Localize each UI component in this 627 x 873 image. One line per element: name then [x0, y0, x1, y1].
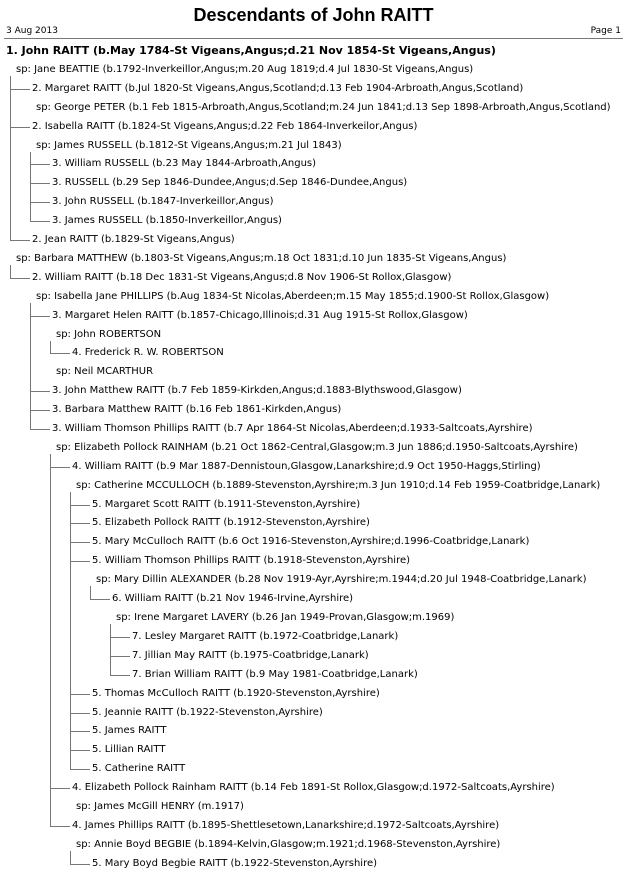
descendant-entry: 4. Elizabeth Pollock Rainham RAITT (b.14 Feb 1891-St Rollox,Glasgow;d.1972-Saltcoats,Ayrshire) [72, 782, 555, 793]
descendant-entry: 3. James RUSSELL (b.1850-Inverkeillor,Angus) [52, 215, 282, 226]
tree-connector [30, 164, 50, 165]
spouse-entry: sp: Neil MCARTHUR [56, 366, 154, 377]
tree-connector [110, 656, 130, 657]
tree-connector [90, 599, 110, 600]
descendant-entry: 7. Lesley Margaret RAITT (b.1972-Coatbridge,Lanark) [132, 631, 399, 642]
descendant-entry: 4. Frederick R. W. ROBERTSON [72, 347, 224, 358]
descendant-entry: 6. William RAITT (b.21 Nov 1946-Irvine,Ayrshire) [112, 593, 354, 604]
tree-connector [50, 467, 70, 468]
descendant-entry: 2. Margaret RAITT (b.Jul 1820-St Vigeans,Angus,Scotland;d.13 Feb 1904-Arbroath,Angus,Scotland) [32, 83, 524, 94]
tree-connector [10, 89, 30, 90]
tree-connector [30, 429, 50, 430]
spouse-entry: sp: Catherine MCCULLOCH (b.1889-Stevenston,Ayrshire;m.3 Jun 1910;d.14 Feb 1959-Coatbridge,Lanark) [76, 480, 601, 491]
descendant-entry: 2. William RAITT (b.18 Dec 1831-St Vigeans,Angus;d.8 Nov 1906-St Rollox,Glasgow) [32, 272, 452, 283]
tree-connector [30, 152, 31, 221]
report-title: Descendants of John RAITT [193, 5, 434, 25]
descendant-entry: 7. Brian William RAITT (b.9 May 1981-Coatbridge,Lanark) [132, 669, 418, 680]
spouse-entry: sp: George PETER (b.1 Feb 1815-Arbroath,Angus,Scotland;m.24 Jun 1841;d.13 Sep 1898-Arbroath,Angus,Scotland) [36, 102, 611, 113]
spouse-entry: sp: Mary Dillin ALEXANDER (b.28 Nov 1919-Ayr,Ayrshire;m.1944;d.20 Jul 1948-Coatbridge,Lanark) [96, 574, 587, 585]
tree-connector [70, 523, 90, 524]
descendant-entry: 5. Jeannie RAITT (b.1922-Stevenston,Ayrshire) [92, 707, 323, 718]
tree-connector [50, 826, 70, 827]
spouse-entry: sp: Irene Margaret LAVERY (b.26 Jan 1949-Provan,Glasgow;m.1969) [116, 612, 455, 623]
tree-connector [30, 183, 50, 184]
tree-connector [90, 586, 91, 599]
tree-connector [10, 265, 11, 278]
spouse-entry: sp: Barbara MATTHEW (b.1803-St Vigeans,Angus;m.18 Oct 1831;d.10 Jun 1835-St Vigeans,Angus) [16, 253, 507, 264]
tree-connector [30, 202, 50, 203]
descendant-entry: 3. Margaret Helen RAITT (b.1857-Chicago,Illinois;d.31 Aug 1915-St Rollox,Glasgow) [52, 310, 468, 321]
descendant-entry: 5. Catherine RAITT [92, 763, 186, 774]
descendant-entry: 3. RUSSELL (b.29 Sep 1846-Dundee,Angus;d.Sep 1846-Dundee,Angus) [52, 177, 408, 188]
descendant-entry: 5. Elizabeth Pollock RAITT (b.1912-Stevenston,Ayrshire) [92, 517, 370, 528]
tree-connector [50, 788, 70, 789]
descendant-entry: 3. John RUSSELL (b.1847-Inverkeillor,Angus) [52, 196, 274, 207]
spouse-entry: sp: Jane BEATTIE (b.1792-Inverkeillor,Angus;m.20 Aug 1819;d.4 Jul 1830-St Vigeans,Angus) [16, 64, 474, 75]
tree-connector [70, 542, 90, 543]
descendant-entry: 1. John RAITT (b.May 1784-St Vigeans,Angus;d.21 Nov 1854-St Vigeans,Angus) [6, 44, 496, 57]
tree-connector [70, 769, 90, 770]
header-divider [4, 38, 623, 39]
tree-connector [30, 221, 50, 222]
descendant-entry: 3. William RUSSELL (b.23 May 1844-Arbroath,Angus) [52, 158, 317, 169]
descendant-entry: 5. Mary McCulloch RAITT (b.6 Oct 1916-Stevenston,Ayrshire;d.1996-Coatbridge,Lanark) [92, 536, 530, 547]
descendant-entry: 4. William RAITT (b.9 Mar 1887-Dennistoun,Glasgow,Lanarkshire;d.9 Oct 1950-Haggs,Stirling) [72, 461, 541, 472]
tree-connector [10, 76, 11, 240]
tree-connector [10, 127, 30, 128]
spouse-entry: sp: James RUSSELL (b.1812-St Vigeans,Angus;m.21 Jul 1843) [36, 140, 342, 151]
report-date: 3 Aug 2013 [6, 26, 58, 36]
descendant-entry: 4. James Phillips RAITT (b.1895-Shettlesetown,Lanarkshire;d.1972-Saltcoats,Ayrshire) [72, 820, 500, 831]
descendant-entry: 5. Margaret Scott RAITT (b.1911-Stevenston,Ayrshire) [92, 499, 361, 510]
tree-connector [70, 492, 71, 769]
tree-connector [110, 637, 130, 638]
tree-connector [30, 391, 50, 392]
spouse-entry: sp: James McGill HENRY (m.1917) [76, 801, 244, 812]
tree-connector [50, 341, 51, 353]
tree-connector [110, 624, 111, 675]
descendant-entry: 3. William Thomson Phillips RAITT (b.7 Apr 1864-St Nicolas,Aberdeen;d.1933-Saltcoats,Ayrshire) [52, 423, 533, 434]
descendant-entry: 3. John Matthew RAITT (b.7 Feb 1859-Kirkden,Angus;d.1883-Blythswood,Glasgow) [52, 385, 462, 396]
tree-connector [70, 864, 90, 865]
descendant-entry: 7. Jillian May RAITT (b.1975-Coatbridge,Lanark) [132, 650, 369, 661]
tree-connector [70, 505, 90, 506]
descendant-entry: 5. Mary Boyd Begbie RAITT (b.1922-Stevenston,Ayrshire) [92, 858, 378, 869]
tree-connector [70, 731, 90, 732]
tree-connector [50, 353, 70, 354]
tree-connector [30, 303, 31, 429]
descendant-entry: 5. William Thomson Phillips RAITT (b.1918-Stevenston,Ayrshire) [92, 555, 411, 566]
descendant-entry: 5. James RAITT [92, 725, 167, 736]
spouse-entry: sp: Annie Boyd BEGBIE (b.1894-Kelvin,Glasgow;m.1921;d.1968-Stevenston,Ayrshire) [76, 839, 501, 850]
descendant-entry: 5. Thomas McCulloch RAITT (b.1920-Stevenston,Ayrshire) [92, 688, 380, 699]
page-number: Page 1 [590, 26, 621, 36]
tree-connector [70, 713, 90, 714]
tree-connector [70, 851, 71, 864]
descendant-entry: 2. Jean RAITT (b.1829-St Vigeans,Angus) [32, 234, 235, 245]
tree-connector [10, 278, 30, 279]
descendant-entry: 3. Barbara Matthew RAITT (b.16 Feb 1861-Kirkden,Angus) [52, 404, 342, 415]
descendant-entry: 2. Isabella RAITT (b.1824-St Vigeans,Angus;d.22 Feb 1864-Inverkeilor,Angus) [32, 121, 418, 132]
descendant-entry: 5. Lillian RAITT [92, 744, 166, 755]
tree-connector [110, 675, 130, 676]
tree-connector [50, 454, 51, 826]
spouse-entry: sp: Isabella Jane PHILLIPS (b.Aug 1834-St Nicolas,Aberdeen;m.15 May 1855;d.1900-St Rollox,Glasgow) [36, 291, 550, 302]
spouse-entry: sp: John ROBERTSON [56, 329, 162, 340]
tree-connector [30, 316, 50, 317]
tree-connector [10, 240, 30, 241]
tree-connector [70, 694, 90, 695]
tree-connector [70, 750, 90, 751]
tree-connector [70, 561, 90, 562]
tree-connector [30, 410, 50, 411]
spouse-entry: sp: Elizabeth Pollock RAINHAM (b.21 Oct 1862-Central,Glasgow;m.3 Jun 1886;d.1950-Saltcoats,Ayrshire) [56, 442, 578, 453]
